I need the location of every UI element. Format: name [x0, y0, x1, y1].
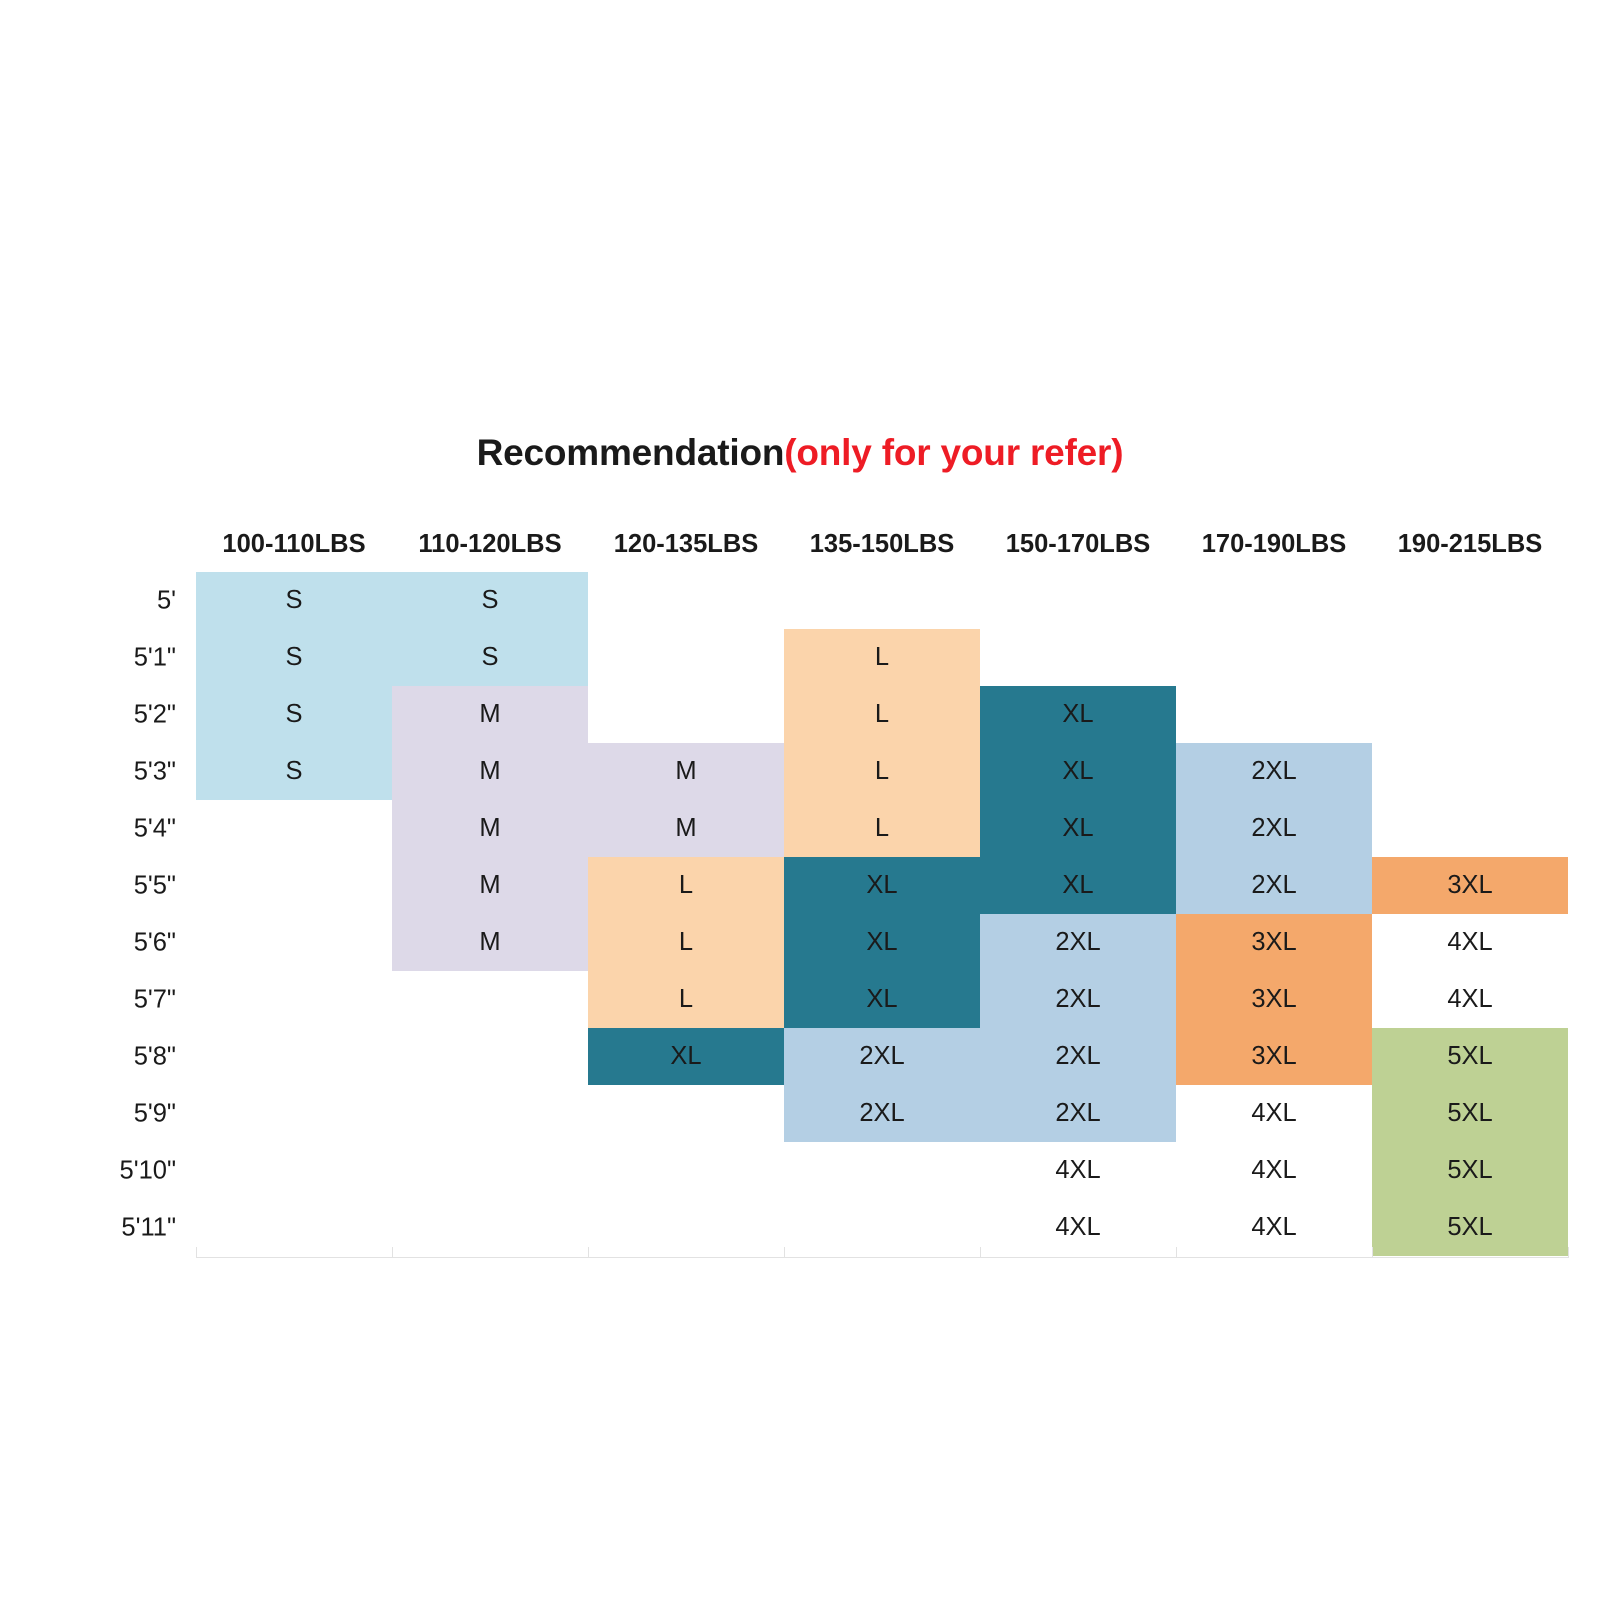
size-cell: S — [196, 743, 392, 800]
size-cell: 2XL — [784, 1085, 980, 1142]
column-tick — [196, 1247, 197, 1258]
row-header-label: 5'3" — [133, 757, 176, 785]
size-cell: 3XL — [1176, 971, 1372, 1028]
empty-cell — [1372, 572, 1568, 629]
size-cell: 5XL — [1372, 1028, 1568, 1085]
empty-cell — [392, 1028, 588, 1085]
size-cell: S — [392, 572, 588, 629]
row-header-label: 5'2" — [133, 700, 176, 728]
page-title — [0, 432, 1600, 474]
size-cell: 4XL — [1176, 1199, 1372, 1256]
size-cell: 3XL — [1372, 857, 1568, 914]
size-cell: 2XL — [980, 914, 1176, 971]
empty-cell — [196, 1142, 392, 1199]
size-cell: L — [784, 743, 980, 800]
table-baseline-rule — [196, 1257, 1568, 1258]
size-cell: 5XL — [1372, 1142, 1568, 1199]
empty-cell — [588, 686, 784, 743]
size-cell: XL — [980, 857, 1176, 914]
size-cell: 4XL — [1176, 1085, 1372, 1142]
size-cell: M — [392, 914, 588, 971]
size-cell: XL — [588, 1028, 784, 1085]
size-cell: 2XL — [980, 1028, 1176, 1085]
table-row — [196, 572, 1568, 629]
empty-cell — [784, 572, 980, 629]
size-cell: 2XL — [784, 1028, 980, 1085]
column-tick — [1372, 1247, 1373, 1258]
size-cell: XL — [784, 914, 980, 971]
empty-cell — [392, 1199, 588, 1256]
empty-cell — [784, 1142, 980, 1199]
size-cell: M — [392, 800, 588, 857]
column-tick — [392, 1247, 393, 1258]
table-row — [196, 1142, 1568, 1199]
empty-cell — [196, 857, 392, 914]
size-cell: XL — [980, 686, 1176, 743]
row-header-label: 5'7" — [133, 985, 176, 1013]
size-cell: S — [196, 572, 392, 629]
table-row — [196, 971, 1568, 1028]
empty-cell — [196, 914, 392, 971]
column-header-6: 170-190LBS — [1201, 529, 1347, 558]
size-cell: 4XL — [980, 1142, 1176, 1199]
table-row — [196, 800, 1568, 857]
table-header-row — [196, 516, 1568, 572]
size-cell: 2XL — [1176, 800, 1372, 857]
row-header-label: 5'4" — [133, 814, 176, 842]
size-cell: 2XL — [1176, 857, 1372, 914]
size-cell: L — [784, 629, 980, 686]
empty-cell — [980, 629, 1176, 686]
size-cell: L — [784, 800, 980, 857]
column-header-3: 120-135LBS — [613, 529, 759, 558]
size-cell: S — [392, 629, 588, 686]
empty-cell — [1176, 686, 1372, 743]
empty-cell — [392, 1085, 588, 1142]
column-header-2: 110-120LBS — [418, 529, 562, 558]
size-cell: 4XL — [1372, 914, 1568, 971]
empty-cell — [196, 971, 392, 1028]
table-row — [196, 743, 1568, 800]
empty-cell — [1372, 629, 1568, 686]
size-cell: L — [588, 857, 784, 914]
column-tick — [980, 1247, 981, 1258]
title-note: (only for your refer) — [784, 432, 1124, 473]
empty-cell — [1176, 572, 1372, 629]
title-main: Recommendation — [476, 432, 785, 473]
empty-cell — [1372, 800, 1568, 857]
size-cell: L — [588, 971, 784, 1028]
size-cell: L — [784, 686, 980, 743]
row-header-label: 5' — [156, 586, 176, 614]
size-cell: XL — [980, 800, 1176, 857]
empty-cell — [784, 1199, 980, 1256]
size-cell: 4XL — [980, 1199, 1176, 1256]
empty-cell — [196, 1085, 392, 1142]
table-row — [196, 857, 1568, 914]
row-header-label: 5'8" — [133, 1042, 176, 1070]
row-header-label: 5'10" — [119, 1156, 176, 1184]
size-cell: L — [588, 914, 784, 971]
row-header-label: 5'5" — [133, 871, 176, 899]
size-cell: XL — [784, 971, 980, 1028]
size-cell: S — [196, 629, 392, 686]
column-tick — [784, 1247, 785, 1258]
size-cell: 5XL — [1372, 1085, 1568, 1142]
empty-cell — [588, 572, 784, 629]
row-header-label: 5'1" — [133, 643, 176, 671]
empty-cell — [588, 1142, 784, 1199]
size-cell: M — [392, 686, 588, 743]
size-cell: 2XL — [980, 971, 1176, 1028]
size-cell: S — [196, 686, 392, 743]
column-tick — [588, 1247, 589, 1258]
size-cell: 5XL — [1372, 1199, 1568, 1256]
column-header-4: 135-150LBS — [809, 529, 955, 558]
table-body — [119, 572, 1568, 1256]
size-cell: 3XL — [1176, 1028, 1372, 1085]
row-header-label: 5'11" — [121, 1213, 176, 1241]
table-row — [196, 1028, 1568, 1085]
size-cell: M — [588, 800, 784, 857]
size-cell: XL — [980, 743, 1176, 800]
empty-cell — [1372, 743, 1568, 800]
empty-cell — [196, 800, 392, 857]
empty-cell — [588, 629, 784, 686]
size-cell: M — [588, 743, 784, 800]
table-row — [196, 914, 1568, 971]
row-header-label: 5'6" — [133, 928, 176, 956]
table-row — [196, 686, 1568, 743]
empty-cell — [588, 1199, 784, 1256]
column-header-7: 190-215LBS — [1397, 529, 1543, 558]
size-cell: XL — [784, 857, 980, 914]
empty-cell — [980, 572, 1176, 629]
table-row — [196, 1199, 1568, 1256]
size-cell: 2XL — [1176, 743, 1372, 800]
size-cell: M — [392, 857, 588, 914]
empty-cell — [1372, 686, 1568, 743]
empty-cell — [392, 1142, 588, 1199]
row-header-label: 5'9" — [133, 1099, 176, 1127]
size-cell: M — [392, 743, 588, 800]
empty-cell — [588, 1085, 784, 1142]
size-cell: 2XL — [980, 1085, 1176, 1142]
column-tick — [1568, 1247, 1569, 1258]
empty-cell — [196, 1028, 392, 1085]
table-row — [196, 1085, 1568, 1142]
sizing-table — [119, 516, 1568, 1256]
sizing-table-container — [119, 516, 1568, 1256]
table-row — [196, 629, 1568, 686]
size-cell: 4XL — [1176, 1142, 1372, 1199]
empty-cell — [196, 1199, 392, 1256]
column-header-1: 100-110LBS — [222, 529, 366, 558]
empty-cell — [1176, 629, 1372, 686]
size-cell: 4XL — [1372, 971, 1568, 1028]
size-cell: 3XL — [1176, 914, 1372, 971]
column-tick — [1176, 1247, 1177, 1258]
empty-cell — [392, 971, 588, 1028]
column-header-5: 150-170LBS — [1005, 529, 1151, 558]
